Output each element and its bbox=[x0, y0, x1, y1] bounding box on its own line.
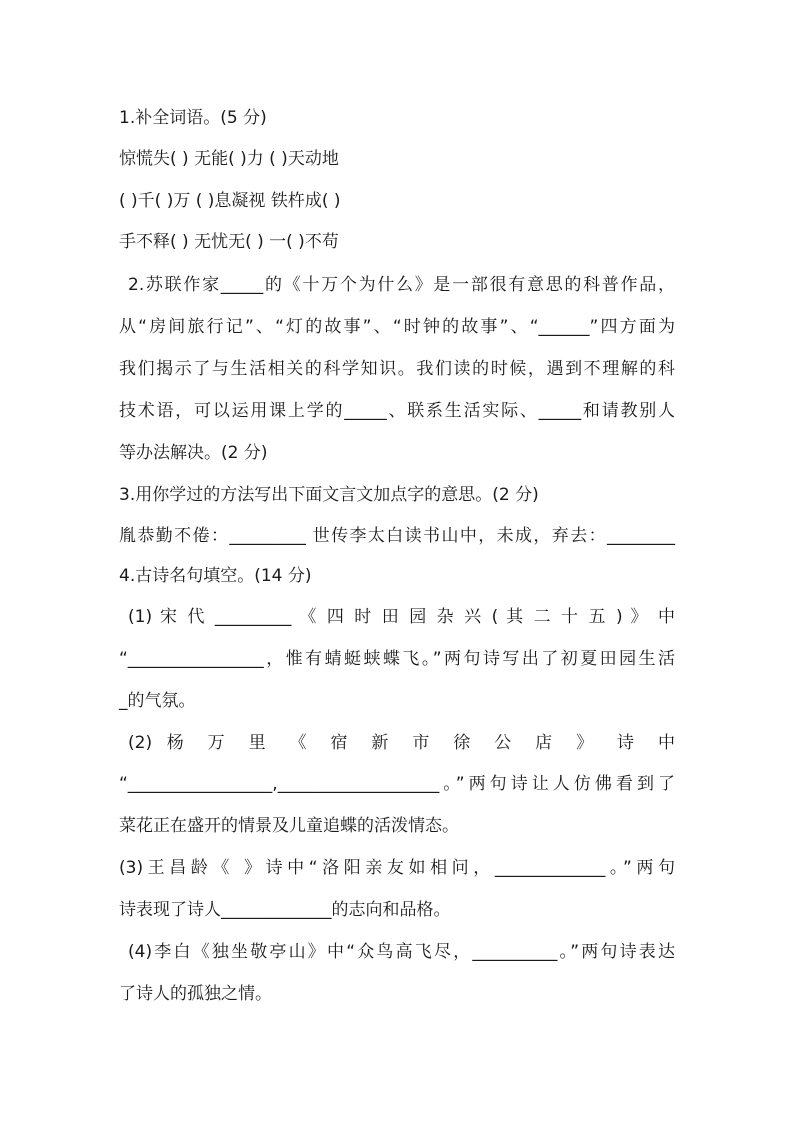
q4-p2-line-2: “_________________,___________________。”两句诗让人仿佛看到了 bbox=[119, 774, 675, 794]
q4-p3-line-2: 诗表现了诗人_____________的志向和品格。 bbox=[119, 900, 451, 920]
q4-p1-line-1: (1) 宋 代 _________ 《 四 时 田 园 杂 兴 ( 其 二 十 五 ) 》 中 bbox=[128, 607, 675, 627]
q2-line-3: 我们揭示了与生活相关的科学知识。我们读的时候，遇到不理解的科 bbox=[119, 359, 675, 379]
q1-row-3: 手不释( ) 无忧无( ) 一( )不苟 bbox=[119, 232, 339, 252]
q3-title: 3.用你学过的方法写出下面文言文加点字的意思。(2 分) bbox=[119, 485, 539, 505]
q4-title: 4.古诗名句填空。(14 分) bbox=[119, 566, 312, 586]
q1-row-2: ( )千( )万 ( )息凝视 铁杵成( ) bbox=[119, 191, 341, 211]
q4-p1-line-3: _的气氛。 bbox=[119, 691, 196, 711]
q4-p3-line-1: (3)王昌龄《 》诗中“洛阳亲友如相问，_____________。”两句 bbox=[119, 858, 675, 878]
q4-p2-line-3: 菜花正在盛开的情景及儿童追蝶的活泼情态。 bbox=[119, 816, 459, 836]
q2-line-4: 技术语，可以运用课上学的_____、联系生活实际、_____和请教别人 bbox=[119, 401, 675, 421]
q2-line-5: 等办法解决。(2 分) bbox=[119, 443, 268, 463]
q1-row-1: 惊慌失( ) 无能( )力 ( )天动地 bbox=[119, 149, 339, 169]
q4-p4-line-2: 了诗人的孤独之情。 bbox=[119, 984, 272, 1004]
q4-p1-line-2: “________________，惟有蜻蜓蛱蝶飞。”两句诗写出了初夏田园生活 bbox=[119, 649, 675, 669]
q3-line: 胤恭勤不倦：_________ 世传李太白读书山中，未成，弃去：________ bbox=[119, 526, 675, 546]
q2-line-1: 2.苏联作家_____的《十万个为什么》是一部很有意思的科普作品， bbox=[128, 275, 675, 295]
q1-title: 1.补全词语。(5 分) bbox=[119, 108, 267, 128]
q4-p4-line-1: (4)李白《独坐敬亭山》中“众鸟高飞尽，__________。”两句诗表达 bbox=[128, 942, 675, 962]
q2-line-2: 从“房间旅行记”、“灯的故事”、“时钟的故事”、“______”四方面为 bbox=[119, 317, 675, 337]
q4-p2-line-1: (2) 杨 万 里 《 宿 新 市 徐 公 店 》 诗 中 bbox=[128, 733, 675, 753]
